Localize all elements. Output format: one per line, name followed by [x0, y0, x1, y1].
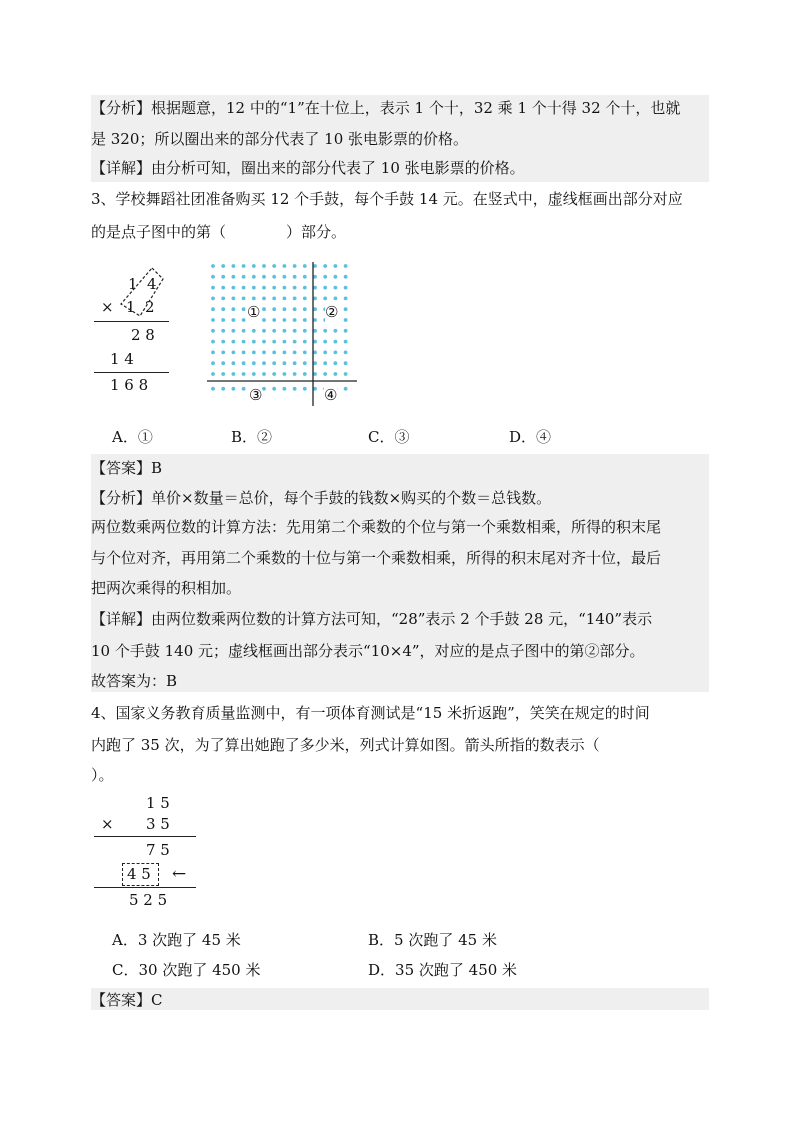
q4-calc-line1 [94, 836, 196, 837]
grid-dot [242, 387, 246, 391]
grid-dot [313, 329, 317, 333]
grid-dot [303, 307, 307, 311]
grid-dot [252, 372, 256, 376]
q3-option-c[interactable]: C．③ [368, 428, 410, 446]
grid-dot [221, 351, 225, 355]
q4-stem-line3: ）。 [91, 766, 114, 784]
grid-dot [272, 329, 276, 333]
grid-dot [313, 286, 317, 290]
grid-dot [211, 307, 215, 311]
grid-dot [323, 372, 327, 376]
grid-dot [293, 286, 297, 290]
grid-dot [334, 329, 338, 333]
q3-multiplicand-tens: 1 [128, 275, 138, 293]
grid-dot [272, 297, 276, 301]
grid-dot [211, 340, 215, 344]
grid-dot [313, 340, 317, 344]
grid-dot [252, 329, 256, 333]
grid-dot [272, 307, 276, 311]
q3-stem-line2: 的是点子图中的第（ ）部分。 [91, 223, 347, 241]
grid-dot [272, 318, 276, 322]
grid-dot [303, 340, 307, 344]
q3-grid-label-4: ④ [324, 386, 338, 404]
q3-option-d[interactable]: D．④ [509, 428, 552, 446]
q3-analysis-line1: 【分析】单价×数量＝总价，每个手鼓的钱数×购买的个数＝总钱数。 [91, 489, 552, 507]
grid-dot [293, 307, 297, 311]
grid-dot [313, 275, 317, 279]
grid-dot [334, 351, 338, 355]
grid-dot [272, 286, 276, 290]
grid-dot [344, 297, 348, 301]
grid-dot [303, 318, 307, 322]
grid-dot [252, 340, 256, 344]
grid-dot [211, 318, 215, 322]
grid-dot [334, 372, 338, 376]
grid-dot [232, 307, 236, 311]
grid-dot [323, 329, 327, 333]
grid-dot [283, 318, 287, 322]
grid-dot [344, 275, 348, 279]
grid-dot [313, 297, 317, 301]
q4-stem-line1: 4、国家义务教育质量监测中，有一项体育测试是“15 米折返跑”，笑笑在规定的时间 [91, 704, 650, 722]
grid-dot [344, 307, 348, 311]
grid-dot [232, 264, 236, 268]
grid-dot [293, 351, 297, 355]
grid-dot [262, 387, 266, 391]
grid-dot [232, 372, 236, 376]
grid-dot [313, 372, 317, 376]
grid-dot [262, 264, 266, 268]
q2-analysis-line2: 是 320；所以圈出来的部分代表了 10 张电影票的价格。 [91, 130, 469, 148]
q4-option-b[interactable]: B．5 次跑了 45 米 [368, 931, 497, 949]
grid-dot [344, 387, 348, 391]
grid-dot [221, 275, 225, 279]
grid-dot [232, 329, 236, 333]
grid-dot [221, 286, 225, 290]
q4-partial2: 4 5 [127, 865, 151, 883]
grid-dot [262, 297, 266, 301]
grid-dot [221, 329, 225, 333]
grid-dot [252, 275, 256, 279]
grid-dot [293, 372, 297, 376]
grid-dot [293, 387, 297, 391]
grid-dot [262, 275, 266, 279]
grid-dot [221, 264, 225, 268]
grid-dot [303, 361, 307, 365]
grid-dot [283, 340, 287, 344]
q4-result: 5 2 5 [129, 891, 168, 909]
grid-dot [303, 372, 307, 376]
grid-dot [323, 275, 327, 279]
grid-dot [293, 275, 297, 279]
grid-dot [252, 264, 256, 268]
grid-dot [334, 340, 338, 344]
grid-dot [344, 286, 348, 290]
q3-times-sign: × [101, 298, 114, 316]
q3-grid-label-1: ① [247, 303, 261, 321]
grid-dot [334, 275, 338, 279]
q2-analysis-line1: 【分析】根据题意，12 中的“1”在十位上，表示 1 个十，32 乘 1 个十得 32 个十，也就 [91, 99, 681, 117]
grid-dot [242, 307, 246, 311]
grid-dot [283, 361, 287, 365]
q4-option-d[interactable]: D．35 次跑了 450 米 [368, 961, 518, 979]
grid-dot [242, 372, 246, 376]
grid-dot [211, 297, 215, 301]
grid-dot [334, 264, 338, 268]
grid-dot [221, 361, 225, 365]
grid-dot [323, 351, 327, 355]
grid-dot [313, 387, 317, 391]
grid-dot [272, 351, 276, 355]
grid-dot [242, 297, 246, 301]
grid-dot [293, 329, 297, 333]
grid-dot [313, 318, 317, 322]
q3-grid-label-3: ③ [249, 386, 263, 404]
grid-dot [344, 372, 348, 376]
q3-stem-line1: 3、学校舞蹈社团准备购买 12 个手鼓，每个手鼓 14 元。在竖式中，虚线框画出部分对应 [91, 190, 683, 208]
grid-dot [283, 351, 287, 355]
q3-analysis-line2: 两位数乘两位数的计算方法：先用第二个乘数的个位与第一个乘数相乘，所得的积末尾 [91, 518, 662, 536]
grid-dot [232, 351, 236, 355]
grid-dot [283, 297, 287, 301]
grid-dot [242, 361, 246, 365]
grid-dot [242, 275, 246, 279]
q4-calc-line2 [94, 887, 196, 888]
grid-dot [272, 361, 276, 365]
grid-dot [211, 264, 215, 268]
grid-dot [232, 286, 236, 290]
grid-dot [323, 286, 327, 290]
grid-dot [262, 318, 266, 322]
q4-option-c[interactable]: C．30 次跑了 450 米 [112, 961, 261, 979]
q3-multiplicand-ones: 4 [147, 275, 157, 293]
grid-dot [283, 307, 287, 311]
q3-detail-line2: 10 个手鼓 140 元；虚线框画出部分表示“10×4”，对应的是点子图中的第②部分。 [91, 642, 645, 660]
grid-dot [303, 297, 307, 301]
grid-dot [293, 340, 297, 344]
grid-dot [323, 297, 327, 301]
grid-dot [283, 275, 287, 279]
grid-dot [232, 297, 236, 301]
q3-multiplier-tens: 1 [126, 298, 136, 316]
grid-dot [262, 340, 266, 344]
grid-dot [232, 361, 236, 365]
grid-dot [283, 372, 287, 376]
q3-analysis-line3: 与个位对齐，再用第二个乘数的十位与第一个乘数相乘，所得的积末尾对齐十位，最后 [91, 549, 662, 567]
grid-dot [283, 286, 287, 290]
grid-dot [344, 351, 348, 355]
q2-detail: 【详解】由分析可知，圈出来的部分代表了 10 张电影票的价格。 [91, 159, 525, 177]
grid-dot [211, 351, 215, 355]
grid-dot [313, 361, 317, 365]
grid-dot [252, 286, 256, 290]
grid-dot [283, 387, 287, 391]
grid-dot [303, 264, 307, 268]
grid-dot [232, 318, 236, 322]
grid-dot [221, 307, 225, 311]
grid-dot [293, 264, 297, 268]
grid-dot [303, 387, 307, 391]
grid-dot [211, 275, 215, 279]
grid-dot [262, 351, 266, 355]
q3-analysis-line4: 把两次乘得的积相加。 [91, 579, 242, 597]
q4-answer: 【答案】C [91, 991, 163, 1009]
grid-dot [242, 351, 246, 355]
grid-dot [303, 351, 307, 355]
grid-dot [272, 340, 276, 344]
grid-dot [272, 387, 276, 391]
q4-arrow-icon: ← [172, 864, 187, 884]
grid-dot [262, 361, 266, 365]
grid-dot [221, 318, 225, 322]
grid-dot [293, 318, 297, 322]
grid-dot [344, 264, 348, 268]
grid-dot [313, 264, 317, 268]
grid-dot [303, 329, 307, 333]
grid-dot [232, 340, 236, 344]
grid-dot [272, 264, 276, 268]
q3-conclusion: 故答案为：B [91, 672, 178, 690]
grid-dot [344, 329, 348, 333]
grid-dot [252, 297, 256, 301]
grid-dot [221, 372, 225, 376]
grid-dot [344, 361, 348, 365]
grid-dot [323, 340, 327, 344]
grid-dot [211, 286, 215, 290]
grid-dot [344, 318, 348, 322]
grid-dot [242, 318, 246, 322]
grid-dot [283, 329, 287, 333]
q4-times-sign: × [101, 815, 114, 833]
grid-dot [344, 340, 348, 344]
grid-dot [313, 307, 317, 311]
q3-option-a[interactable]: A．① [112, 428, 153, 446]
q3-grid-label-2: ② [325, 303, 339, 321]
grid-dot [211, 387, 215, 391]
q3-partial1: 2 8 [131, 326, 155, 344]
grid-dot [242, 329, 246, 333]
grid-dot [303, 275, 307, 279]
grid-dot [242, 340, 246, 344]
grid-dot [242, 286, 246, 290]
grid-dot [262, 372, 266, 376]
grid-dot [283, 264, 287, 268]
grid-dot [262, 286, 266, 290]
grid-dot [323, 361, 327, 365]
grid-dot [252, 361, 256, 365]
grid-dot [334, 286, 338, 290]
grid-dot [232, 387, 236, 391]
grid-dot [323, 264, 327, 268]
grid-dot [272, 372, 276, 376]
grid-dot [211, 372, 215, 376]
grid-dot [293, 361, 297, 365]
grid-dot [293, 297, 297, 301]
grid-dot [334, 361, 338, 365]
q4-multiplicand: 1 5 [146, 794, 170, 812]
q3-detail-line1: 【详解】由两位数乘两位数的计算方法可知，“28”表示 2 个手鼓 28 元，“140”表示 [91, 610, 653, 628]
q4-partial1: 7 5 [146, 841, 170, 859]
grid-dot [252, 351, 256, 355]
q3-option-b[interactable]: B．② [231, 428, 273, 446]
q3-multiplier-ones: 2 [145, 298, 155, 316]
grid-dot [221, 297, 225, 301]
grid-dot [272, 275, 276, 279]
grid-dot [232, 275, 236, 279]
q3-answer: 【答案】B [91, 459, 163, 477]
q4-stem-line2: 内跑了 35 次，为了算出她跑了多少米，列式计算如图。箭头所指的数表示（ [91, 736, 600, 754]
grid-dot [313, 351, 317, 355]
grid-dot [211, 329, 215, 333]
grid-dot [303, 286, 307, 290]
grid-dot [262, 307, 266, 311]
q4-multiplier: 3 5 [146, 815, 170, 833]
q3-result: 1 6 8 [110, 376, 149, 394]
grid-dot [242, 264, 246, 268]
grid-dot [211, 361, 215, 365]
grid-dot [262, 329, 266, 333]
grid-dot [221, 387, 225, 391]
q3-partial2: 1 4 [110, 350, 134, 368]
grid-dot [334, 297, 338, 301]
q4-option-a[interactable]: A．3 次跑了 45 米 [112, 931, 241, 949]
grid-dot [221, 340, 225, 344]
